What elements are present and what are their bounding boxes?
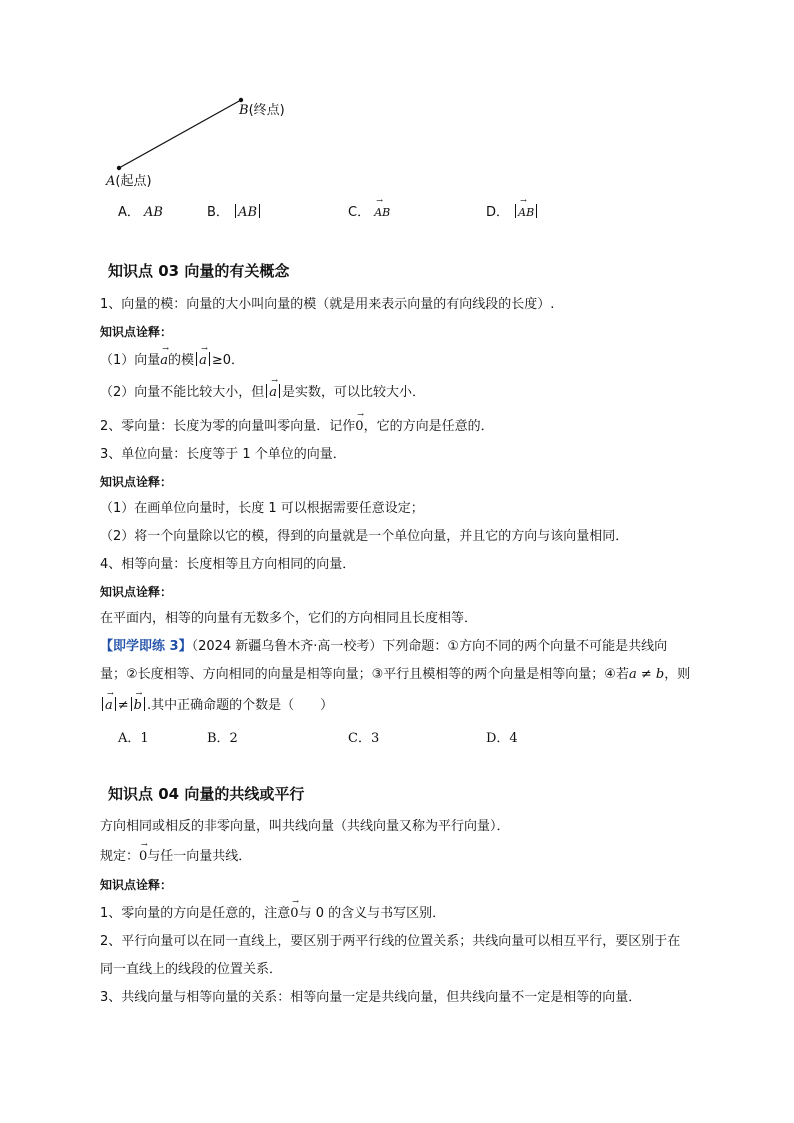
practice-3-tag: 【即学即练 3】: [100, 639, 192, 654]
note-line-5: 在平面内，相等的向量有无数多个，它们的方向相同且长度相等．: [100, 611, 478, 626]
practice-3-line-3: → a ≠ → b .其中正确命题的个数是（ ）: [100, 697, 333, 715]
note-item-2-line-1: 2、平行向量可以在同一直线上，要区别于两平行线的位置关系；共线向量可以相互平行，要区别于在: [100, 934, 681, 949]
note-label-4: 知识点诠释：: [100, 878, 173, 892]
practice-3-line-2: 量；②长度相等、方向相同的向量是相等向量；③平行且模相等的两个向量是相等向量；④若a ≠ b，则: [100, 667, 691, 682]
end-point-label: B(终点): [239, 103, 285, 118]
modulus-definition: 1、向量的模：向量的大小叫向量的模（就是用来表示向量的有向线段的长度）.: [100, 297, 555, 312]
note-line-1: （1）向量 → a的模 → a ≥0．: [100, 344, 244, 368]
vector-segment: [119, 100, 241, 168]
note-label-2: 知识点诠释：: [100, 475, 173, 489]
note-item-1: 1、零向量的方向是任意的，注意 → 0与 0 的含义与书写区别．: [100, 897, 446, 921]
note-line-4: （2）将一个向量除以它的模，得到的向量就是一个单位向量，并且它的方向与该向量相同．: [100, 529, 629, 544]
practice-option-b: B．2: [207, 731, 238, 746]
note-line-2: （2）向量不能比较大小，但 → a 是实数，可以比较大小．: [100, 376, 426, 400]
unit-vector-definition: 3、单位向量：长度等于 1 个单位的向量．: [100, 447, 346, 462]
section-03-title: 知识点 03 向量的有关概念: [108, 262, 290, 280]
collinear-definition: 方向相同或相反的非零向量，叫共线向量（共线向量又称为平行向量）．: [100, 819, 510, 834]
option-c: C． → AB: [348, 196, 391, 220]
section-04-title: 知识点 04 向量的共线或平行: [108, 785, 305, 803]
practice-option-c: C．3: [348, 731, 380, 746]
start-point: [117, 166, 121, 170]
option-a: A． AB: [118, 205, 163, 220]
start-point-label: A(起点): [106, 174, 152, 189]
option-b: B． AB: [207, 204, 262, 222]
zero-vector-definition: 2、零向量：长度为零的向量叫零向量．记作 → 0，它的方向是任意的．: [100, 410, 494, 434]
equal-vector-definition: 4、相等向量：长度相等且方向相同的向量．: [100, 557, 356, 572]
note-item-2-line-2: 同一直线上的线段的位置关系．: [100, 962, 283, 977]
note-item-3: 3、共线向量与相等向量的关系：相等向量一定是共线向量，但共线向量不一定是相等的向量．: [100, 990, 642, 1005]
option-d: D． → AB: [486, 204, 539, 222]
practice-3-line-1: 【即学即练 3】（2024 新疆乌鲁木齐·高一校考）下列命题：①方向不同的两个向量不可能是共线向: [100, 639, 668, 654]
zero-vector-rule: 规定： → 0与任一向量共线．: [100, 840, 252, 864]
practice-option-d: D．4: [486, 731, 518, 746]
note-line-3: （1）在画单位向量时，长度 1 可以根据需要任意设定；: [100, 501, 424, 516]
practice-option-a: A．1: [118, 731, 149, 746]
note-label-3: 知识点诠释：: [100, 585, 173, 599]
note-label: 知识点诠释：: [100, 325, 173, 339]
